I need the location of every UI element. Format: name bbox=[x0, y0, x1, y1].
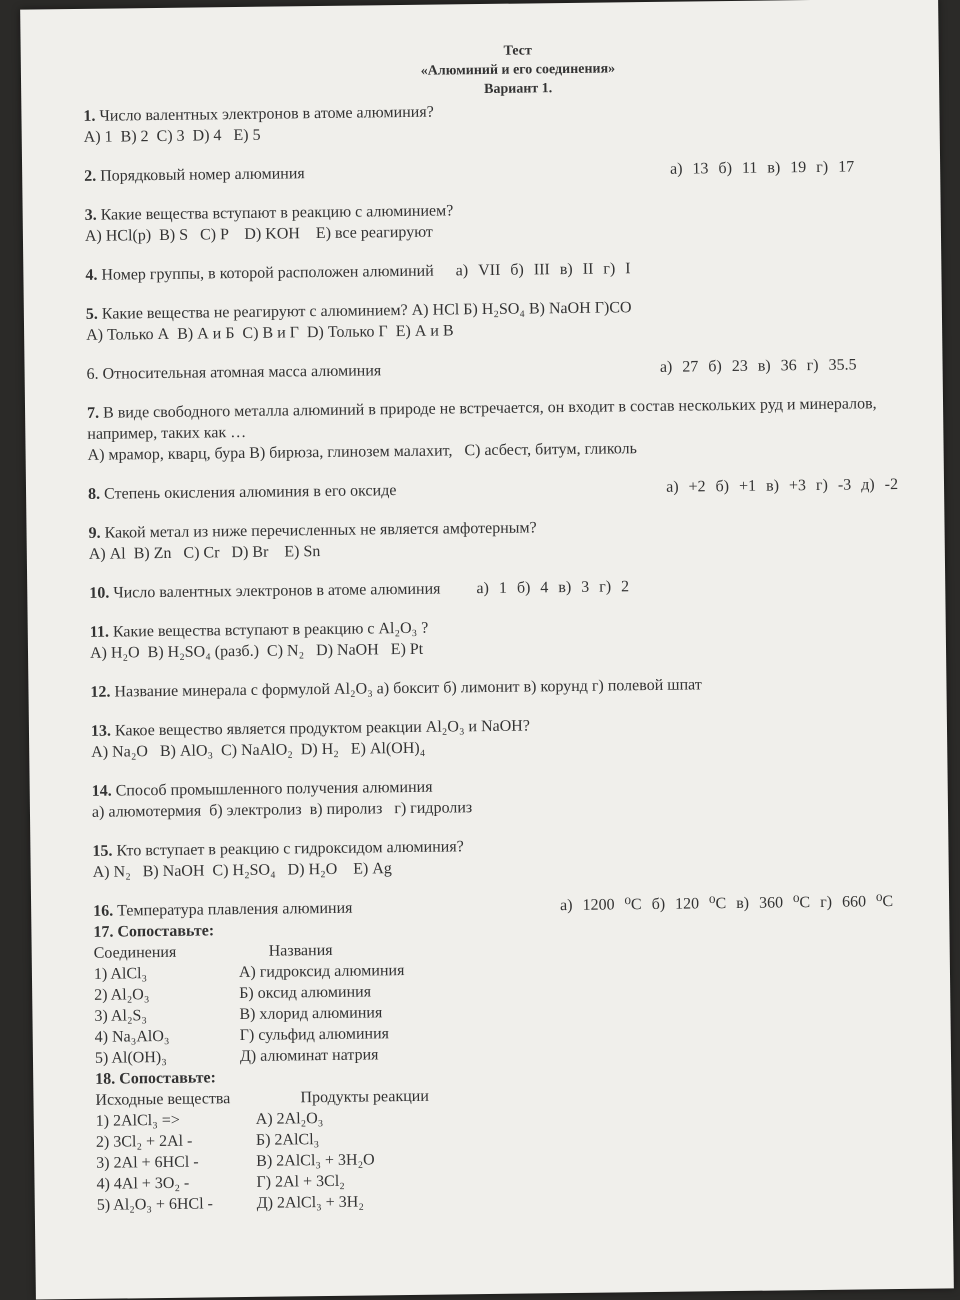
question-3 bbox=[85, 194, 935, 246]
match-left: 2) Al₂O₃ bbox=[94, 986, 150, 1004]
question-options: а) 1 б) 4 в) 3 г) 2 bbox=[476, 578, 630, 598]
match-right: А) 2Al₂O₃ bbox=[255, 1110, 324, 1128]
question-text: Степень окисления алюминия в его оксиде bbox=[103, 482, 397, 503]
question-number: 14. bbox=[91, 782, 112, 800]
match-left: 1) 2AlCl₃ => bbox=[95, 1111, 180, 1130]
match-left: 5) Al(OH)₃ bbox=[94, 1048, 167, 1067]
question-number: 15. bbox=[92, 842, 113, 860]
question-number: 3. bbox=[84, 206, 97, 224]
question-number: 1. bbox=[83, 107, 96, 125]
question-18 bbox=[95, 1058, 947, 1215]
question-text: Способ промышленного получения алюминия bbox=[115, 778, 433, 800]
question-7 bbox=[87, 392, 938, 465]
question-2 bbox=[84, 156, 934, 187]
question-6 bbox=[86, 353, 936, 384]
match-col-names: Названия bbox=[268, 941, 333, 960]
question-text: Температура плавления алюминия bbox=[117, 899, 353, 920]
question-number: 6. bbox=[86, 365, 99, 383]
match-left: 3) 2Al + 6HCl - bbox=[96, 1153, 199, 1172]
question-14 bbox=[92, 770, 942, 822]
question-options: а) алюмотермия б) электролиз в) пиролиз г) гидролиз bbox=[91, 799, 473, 821]
match-left: 1) AlCl₃ bbox=[93, 965, 148, 983]
question-options: А) N₂ В) NaOH С) H₂SO₄ D) H₂O Е) Ag bbox=[92, 860, 392, 881]
question-text: Кто вступает в реакцию с гидроксидом алюминия? bbox=[116, 838, 464, 860]
question-1 bbox=[83, 96, 933, 148]
match-right: Г) сульфид алюминия bbox=[239, 1025, 390, 1045]
match-right: В) хлорид алюминия bbox=[239, 1004, 383, 1024]
match-right: Б) оксид алюминия bbox=[239, 983, 372, 1003]
match-right: В) 2AlCl₃ + 3H₂O bbox=[256, 1151, 375, 1170]
match-right: Б) 2AlCl₃ bbox=[255, 1131, 320, 1149]
match-right: А) гидроксид алюминия bbox=[238, 962, 405, 982]
question-text: Число валентных электронов в атоме алюминия? bbox=[99, 103, 434, 125]
question-options: а) VII б) III в) II г) I bbox=[455, 260, 631, 280]
match-col-products: Продукты реакции bbox=[300, 1087, 429, 1107]
question-4 bbox=[85, 254, 935, 285]
question-18-title: 18. Сопоставьте: bbox=[95, 1069, 217, 1088]
header-title: Тест bbox=[503, 43, 532, 59]
match-right: Д) 2AlCl₃ + 3H₂ bbox=[256, 1193, 364, 1212]
question-text: Число валентных электронов в атоме алюминия bbox=[113, 580, 441, 602]
paper-sheet bbox=[20, 0, 954, 1300]
match-right: Д) алюминат натрия bbox=[239, 1046, 379, 1066]
match-left: 4) Na₃AlO₃ bbox=[94, 1027, 170, 1046]
question-number: 8. bbox=[87, 485, 101, 503]
match-right: Г) 2Al + 3Cl₂ bbox=[256, 1172, 345, 1191]
question-number: 7. bbox=[86, 404, 100, 422]
question-options: А) мрамор, кварц, бура В) бирюза, глинозем малахит, С) асбест, битум, гликоль bbox=[87, 440, 637, 464]
question-text: Какие вещества вступают в реакцию с алюминием? bbox=[100, 202, 454, 224]
question-12 bbox=[90, 671, 940, 702]
question-options: а) 27 б) 23 в) 36 г) 35.5 bbox=[659, 356, 857, 376]
match-col-compounds: Соединения bbox=[93, 943, 177, 962]
question-options: а) 13 б) 11 в) 19 г) 17 bbox=[669, 158, 855, 178]
question-text: Порядковый номер алюминия bbox=[100, 165, 305, 185]
question-number: 12. bbox=[90, 683, 111, 701]
test-header bbox=[102, 0, 933, 104]
question-5 bbox=[86, 293, 936, 345]
question-17 bbox=[93, 911, 945, 1068]
header-variant: Вариант 1. bbox=[483, 81, 553, 97]
question-number: 10. bbox=[89, 584, 110, 602]
question-text: Относительная атомная масса алюминия bbox=[102, 362, 382, 383]
question-options: а) 1200 ⁰С б) 120 ⁰С в) 360 ⁰С г) 660 ⁰С bbox=[560, 893, 894, 915]
question-options: А) HCl(р) В) S С) P D) KOH Е) все реагируют bbox=[84, 223, 433, 245]
match-left: 2) 3Cl₂ + 2Al - bbox=[95, 1132, 193, 1151]
question-number: 5. bbox=[85, 305, 98, 323]
match-left: 5) Al₂O₃ + 6HCl - bbox=[96, 1195, 214, 1214]
question-options: А) Al В) Zn С) Cr D) Br Е) Sn bbox=[88, 543, 321, 563]
match-left: 3) Al₂S₃ bbox=[94, 1007, 148, 1025]
test-content bbox=[82, 0, 947, 1216]
header-topic: «Алюминий и его соединения» bbox=[420, 61, 616, 79]
question-15 bbox=[92, 830, 942, 882]
question-text: Название минерала с формулой Al₂O₃ а) боксит б) лимонит в) корунд г) полевой шпат bbox=[114, 676, 702, 701]
question-8 bbox=[88, 473, 938, 504]
question-number: 13. bbox=[90, 722, 112, 740]
question-number: 4. bbox=[85, 266, 98, 284]
match-left: 4) 4Al + 3O₂ - bbox=[96, 1174, 190, 1193]
question-options: а) +2 б) +1 в) +3 г) -3 д) -2 bbox=[666, 475, 899, 496]
question-options: А) 1 В) 2 С) 3 D) 4 Е) 5 bbox=[83, 126, 261, 146]
match-col-reactants: Исходные вещества bbox=[95, 1090, 231, 1109]
question-number: 9. bbox=[88, 524, 101, 542]
question-text: Какой метал из ниже перечисленных не является амфотерным? bbox=[104, 519, 537, 542]
question-options: А) H₂O В) H₂SO₄ (разб.) С) N₂ D) NaOH Е) Pt bbox=[89, 640, 424, 662]
question-text: В виде свободного металла алюминий в природе не встречается, он входит в состав нескольких руд и минералов, например, таких как … bbox=[87, 395, 877, 443]
question-11 bbox=[90, 611, 940, 663]
question-text: Какое вещество является продуктом реакции Al₂O₃ и NaOH? bbox=[114, 717, 531, 740]
question-options: А) Na₂O В) AlO₃ С) NaAlO₂ D) H₂ Е) Al(OH)₄ bbox=[91, 739, 426, 761]
question-number: 11. bbox=[89, 623, 109, 641]
question-text: Какие вещества вступают в реакцию с Al₂O₃ ? bbox=[112, 619, 429, 641]
question-options: А) Только А В) А и Б С) В и Г D) Только Г Е) А и В bbox=[86, 322, 454, 344]
question-13 bbox=[91, 710, 941, 762]
question-10 bbox=[89, 572, 939, 603]
question-text: Номер группы, в которой расположен алюминий bbox=[101, 262, 434, 284]
question-17-title: 17. Сопоставьте: bbox=[93, 922, 215, 941]
question-9 bbox=[88, 512, 938, 564]
question-number: 16. bbox=[93, 902, 114, 920]
question-number: 2. bbox=[84, 167, 97, 185]
question-text: Какие вещества не реагируют с алюминием? А) HCl Б) H₂SO₄ В) NaOH Г)CO bbox=[101, 299, 632, 323]
